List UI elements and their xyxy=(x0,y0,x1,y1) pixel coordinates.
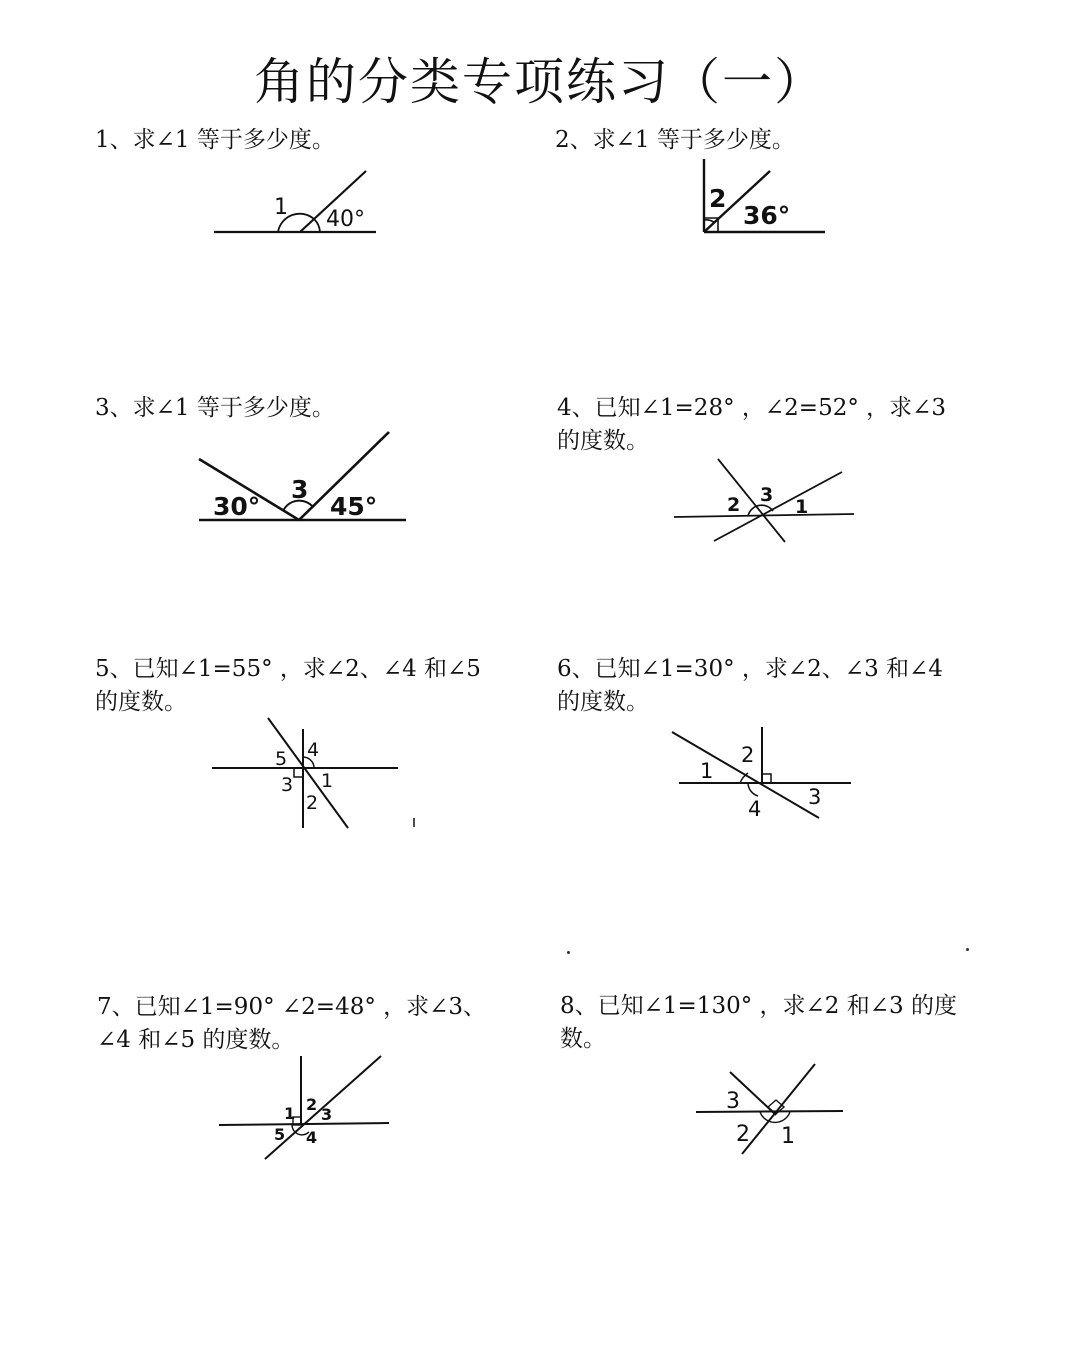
angle-label-2: 2 xyxy=(709,184,727,213)
angle-label-1: 1 xyxy=(284,1104,296,1123)
problem-1-figure xyxy=(210,165,380,240)
problem-4-text xyxy=(557,392,946,458)
problem-4-figure xyxy=(670,455,860,550)
problem-3-text xyxy=(95,392,335,425)
angle-label-3: 3 xyxy=(760,484,774,506)
problem-4-line1: 4、已知∠1=28° ，∠2=52° ，求∠3 xyxy=(557,395,947,421)
angle-label-1: 1 xyxy=(321,770,334,792)
problem-7-line2: ∠4 和∠5 的度数。 xyxy=(97,1027,295,1053)
problem-4-line2: 的度数。 xyxy=(557,428,649,454)
angle-label-3: 3 xyxy=(321,1105,333,1124)
angle-label-3: 3 xyxy=(726,1089,740,1114)
angle-label-4: 4 xyxy=(307,739,320,761)
problem-5-text xyxy=(95,653,481,719)
problem-7-text xyxy=(97,991,486,1057)
problem-3-figure xyxy=(195,428,410,528)
problem-1-text xyxy=(95,124,335,157)
angle-label-2: 2 xyxy=(727,494,741,516)
problem-5-line1: 5、已知∠1=55° ，求∠2、∠4 和∠5 xyxy=(95,656,481,682)
angle-label-36: 36° xyxy=(743,201,791,230)
problem-6-text xyxy=(557,653,943,719)
angle-label-2: 2 xyxy=(741,743,755,767)
problem-6-figure xyxy=(670,724,860,824)
angle-label-3: 3 xyxy=(291,475,309,504)
angle-arc-40 xyxy=(314,219,320,232)
problem-7-figure xyxy=(215,1052,395,1164)
problem-6-line1: 6、已知∠1=30° ，求∠2、∠3 和∠4 xyxy=(557,656,943,682)
angle-arc-bottom xyxy=(748,783,758,796)
angle-label-2: 2 xyxy=(306,792,319,814)
problem-2-line1: 2、求∠1 等于多少度。 xyxy=(555,127,795,153)
angle-label-3: 3 xyxy=(808,785,822,809)
problem-1-line1: 1、求∠1 等于多少度。 xyxy=(95,127,335,153)
angle-label-1: 1 xyxy=(700,759,714,783)
angle-label-5: 5 xyxy=(274,1125,286,1144)
slant-line-steep xyxy=(742,1064,815,1154)
angle-label-1: 1 xyxy=(274,195,288,220)
horizontal-line xyxy=(696,1111,843,1112)
problem-5-line2: 的度数。 xyxy=(95,689,187,715)
page-title: 角的分类专项练习（一） xyxy=(254,53,826,111)
right-angle-mark xyxy=(294,768,303,777)
problem-8-line2: 数。 xyxy=(560,1026,606,1052)
speck-right xyxy=(966,948,969,951)
speck-left xyxy=(567,951,570,954)
angle-label-2: 2 xyxy=(736,1122,750,1147)
problem-8-line1: 8、已知∠1=130° ，求∠2 和∠3 的度 xyxy=(560,993,957,1019)
angle-arc xyxy=(704,220,715,223)
problem-5-figure xyxy=(210,715,420,835)
problem-8-figure xyxy=(690,1060,850,1160)
problem-6-line2: 的度数。 xyxy=(557,689,649,715)
angle-label-2: 2 xyxy=(306,1095,318,1114)
problem-3-line1: 3、求∠1 等于多少度。 xyxy=(95,395,335,421)
angle-label-3: 3 xyxy=(281,774,294,796)
angle-label-5: 5 xyxy=(275,748,288,770)
angle-label-30: 30° xyxy=(213,492,261,521)
angle-label-40: 40° xyxy=(326,207,365,232)
angle-label-4: 4 xyxy=(306,1128,318,1147)
angle-label-1: 1 xyxy=(795,496,809,518)
problem-2-figure xyxy=(695,155,835,240)
problem-8-text xyxy=(560,990,957,1056)
problem-7-line1: 7、已知∠1=90° ∠2=48° ，求∠3、 xyxy=(97,994,487,1020)
problem-2-text xyxy=(555,124,795,157)
right-angle-mark xyxy=(762,774,771,783)
angle-label-4: 4 xyxy=(748,797,762,821)
angle-label-45: 45° xyxy=(330,492,378,521)
angle-label-1: 1 xyxy=(781,1124,795,1149)
